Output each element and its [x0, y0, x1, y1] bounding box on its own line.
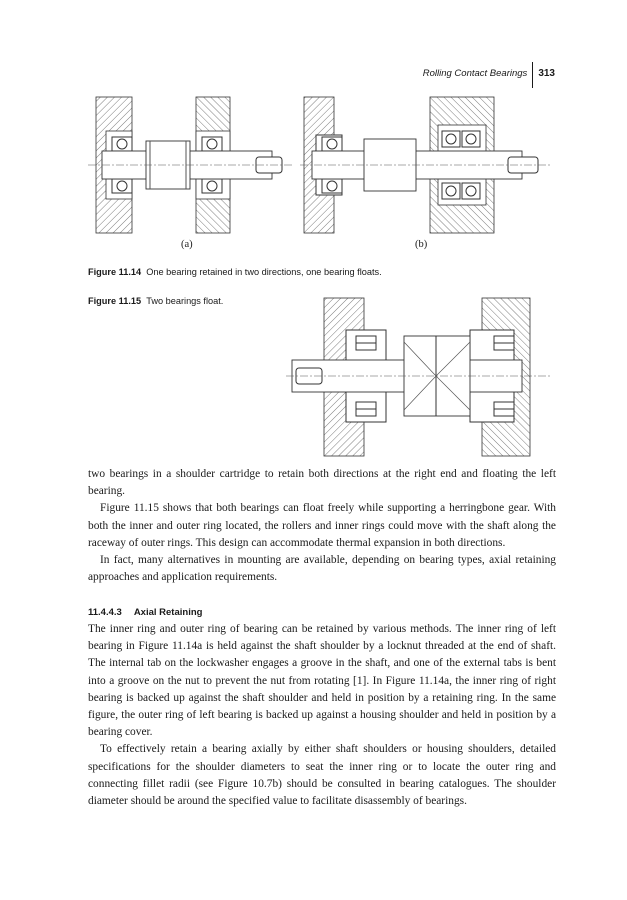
figure-11-15-text: Two bearings float. [146, 296, 224, 306]
paragraph: Figure 11.15 shows that both bearings can float freely while supporting a herringbone gear. With both the inner and outer ring located, the rollers and inner rings could move with the shaft along the raceway of outer rings. This design can accommodate thermal expansion in both directions. [88, 502, 556, 549]
figure-11-15-drawing [286, 296, 552, 458]
figure-11-14-text: One bearing retained in two directions, one bearing floats. [146, 267, 382, 277]
section-title: Axial Retaining [133, 607, 203, 618]
figure-11-15-caption [88, 296, 223, 306]
running-header [423, 60, 555, 86]
figure-11-14-caption [88, 267, 382, 277]
figure-11-14b-drawing [300, 95, 550, 235]
figure-11-14-number: Figure 11.14 [88, 267, 142, 277]
figure-11-14a-label: (a) [181, 239, 193, 250]
figure-11-14a-drawing [88, 95, 293, 235]
header-divider [532, 62, 533, 88]
paragraph: In fact, many alternatives in mounting are available, depending on bearing types, axial retaining approaches and application requirements. [88, 554, 556, 584]
body-text-bottom [88, 621, 556, 810]
figure-11-14b-label: (b) [415, 239, 428, 250]
paragraph: To effectively retain a bearing axially by either shaft shoulders or housing shoulders, detailed specifications for the shoulder diameters to seat the inner ring or to locate the outer ring and connecting fillet radii (see Figure 10.7b) should be consulted in bearing catalogues. The shoulder diameter should be around the specified value to facilitate disassembly of bearings. [88, 743, 556, 808]
section-number: 11.4.4.3 [88, 607, 122, 618]
section-heading [88, 607, 214, 618]
paragraph: The inner ring and outer ring of bearing can be retained by various methods. The inner ring of left bearing in Figure 11.14a is held against the shaft shoulder by a locknut threaded at the end of shaft. The internal tab on the lockwasher engages a groove in the shaft, and one of the external tabs is bent into a groove on the nut to prevent the nut from rotating [1]. In Figure 11.14a, the inner ring of right bearing is backed up against the shaft shoulder and held in position by a retaining ring. In the same figure, the outer ring of left bearing is backed up against a housing shoulder and held in position by a bearing cover. [88, 623, 556, 739]
figure-11-15-number: Figure 11.15 [88, 296, 142, 306]
running-title: Rolling Contact Bearings [422, 67, 528, 79]
page-number: 313 [538, 67, 555, 79]
body-text-top [88, 466, 556, 586]
paragraph: two bearings in a shoulder cartridge to retain both directions at the right end and floating the left bearing. [88, 468, 556, 498]
